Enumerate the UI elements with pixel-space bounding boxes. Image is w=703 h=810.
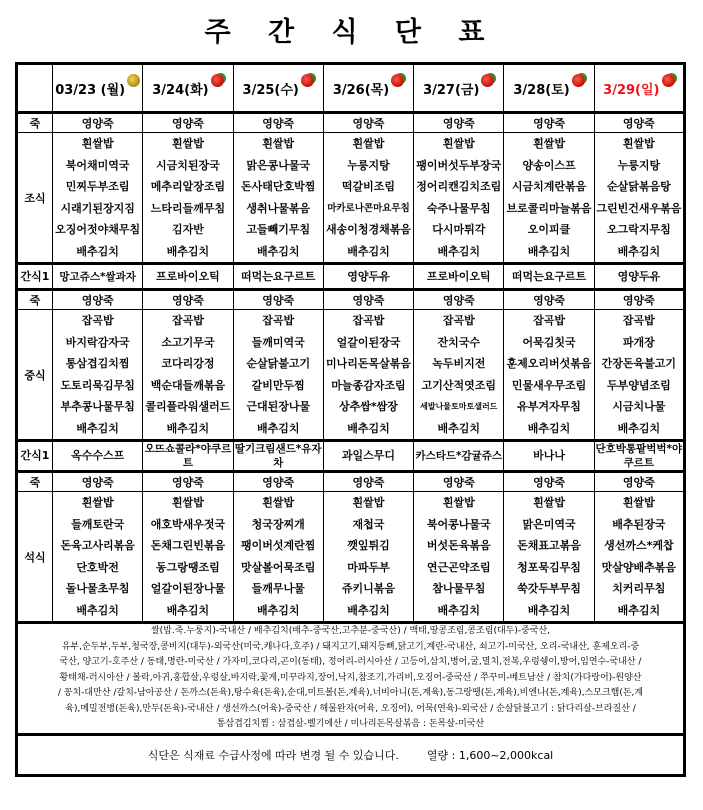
menu-item: 연근곤약조림 bbox=[426, 560, 491, 574]
menu-item: 흰쌀밥 bbox=[262, 137, 295, 150]
menu-item: 배추김치 bbox=[347, 421, 390, 435]
menu-item: 배추김치 bbox=[437, 603, 481, 617]
menu-item: 흰쌀밥 bbox=[622, 137, 655, 150]
meal-cell bbox=[323, 133, 413, 264]
menu-item: 생취나물볶음 bbox=[246, 201, 311, 215]
row-label: 죽 bbox=[17, 113, 53, 133]
menu-item: 깻잎튀김 bbox=[347, 539, 390, 552]
origin-row bbox=[17, 623, 685, 735]
menu-item: 흰쌀밥 bbox=[352, 137, 385, 150]
row-label: 죽 bbox=[17, 290, 53, 310]
menu-item: 배추김치 bbox=[256, 603, 300, 617]
menu-item: 시금치계란볶음 bbox=[511, 180, 587, 193]
porridge-cell: 영양죽 bbox=[143, 290, 233, 310]
menu-item: 시금치나물 bbox=[612, 400, 666, 413]
menu-item: 배추김치 bbox=[76, 421, 119, 435]
snack-row bbox=[17, 264, 685, 290]
meal-cell bbox=[594, 492, 684, 623]
menu-item: 녹두비지전 bbox=[432, 357, 486, 370]
menu-item: 배추김치 bbox=[617, 244, 661, 258]
menu-item: 돌나물초무침 bbox=[65, 582, 130, 595]
row-label: 조식 bbox=[17, 133, 53, 264]
origin-info bbox=[17, 623, 685, 735]
menu-item: 얼갈이된장국 bbox=[336, 335, 401, 349]
snack-cell: 단호박통팥벅벅*야쿠르트 bbox=[594, 441, 684, 472]
notice-text: 식단은 식재료 수급사정에 따라 변경 될 수 있습니다. bbox=[147, 748, 399, 762]
menu-item: 훈제오리버섯볶음 bbox=[506, 357, 592, 370]
menu-item: 배추김치 bbox=[527, 421, 571, 435]
meal-cell bbox=[504, 310, 594, 441]
snack-cell: 프로바이오틱 bbox=[414, 264, 504, 290]
porridge-cell: 영양죽 bbox=[594, 290, 684, 310]
snack-cell: 옥수수스프 bbox=[53, 441, 143, 472]
porridge-cell: 영양죽 bbox=[414, 113, 504, 133]
menu-item: 버섯돈육볶음 bbox=[426, 539, 491, 552]
snack-cell: 떠먹는요구르트 bbox=[504, 264, 594, 290]
menu-item: 상추쌈*쌈장 bbox=[339, 400, 398, 413]
footer-note bbox=[17, 734, 685, 775]
menu-item: 미나리돈목살볶음 bbox=[325, 357, 411, 370]
snack-cell: 오뜨쇼콜라*야쿠르트 bbox=[143, 441, 233, 472]
meal-cell bbox=[504, 133, 594, 264]
day-header bbox=[323, 64, 413, 113]
meal-cell bbox=[414, 492, 504, 623]
porridge-cell: 영양죽 bbox=[504, 290, 594, 310]
menu-item: 코다리강정 bbox=[161, 357, 215, 370]
origin-line: / 꽁치-대만산 /갈치-남아공산 / 돈까스(돈육),탕수육(돈육),순대,미트볼(돈,계육),너비아니(돈,계육),동그랑땡(돈,계육),비엔나(돈,계육),스모크햄(돈,계 bbox=[57, 688, 644, 698]
fruit-icon bbox=[391, 74, 404, 87]
menu-item: 소고기무국 bbox=[161, 335, 215, 349]
origin-line: 쌀(밥.죽.누룽지)-국내산 / 배추김치(배추-중국산,고추분-중국산) / 백태,땅콩조림,콩조림(대두)-중국산, bbox=[150, 626, 551, 636]
fruit-icon bbox=[662, 74, 675, 87]
menu-item: 시금치된장국 bbox=[156, 158, 220, 172]
menu-item: 치커리무침 bbox=[612, 582, 666, 595]
menu-item: 팽이버섯두부장국 bbox=[416, 158, 502, 172]
menu-item: 북어콩나물국 bbox=[426, 517, 491, 531]
menu-item: 참나물무침 bbox=[432, 582, 486, 595]
row-label: 석식 bbox=[17, 492, 53, 623]
row-label: 죽 bbox=[17, 472, 53, 492]
menu-item: 동그랑땡조림 bbox=[156, 560, 220, 574]
porridge-cell: 영양죽 bbox=[323, 290, 413, 310]
menu-item: 숙주나물무침 bbox=[426, 201, 491, 215]
meal-cell bbox=[594, 133, 684, 264]
menu-item: 오그락지무침 bbox=[606, 223, 671, 236]
meal-cell bbox=[504, 492, 594, 623]
menu-item: 단호박전 bbox=[76, 560, 119, 574]
day-date: 3/29(일) bbox=[603, 82, 660, 98]
snack-cell: 영양두유 bbox=[323, 264, 413, 290]
menu-item: 오이피클 bbox=[527, 223, 571, 236]
menu-item: 백순대들깨볶음 bbox=[150, 378, 226, 392]
snack-cell: 망고쥬스*쌀과자 bbox=[53, 264, 143, 290]
menu-item: 배추김치 bbox=[256, 421, 300, 435]
menu-item: 콜리플라워샐러드 bbox=[145, 400, 231, 413]
menu-item: 마카로나콘마요무침 bbox=[327, 202, 410, 214]
menu-item: 김자반 bbox=[171, 223, 204, 236]
snack-cell: 과일스무디 bbox=[323, 441, 413, 472]
menu-item: 흰쌀밥 bbox=[442, 496, 475, 509]
cherry-icon bbox=[211, 74, 224, 87]
menu-item: 갈비만두찜 bbox=[251, 378, 305, 392]
porridge-cell: 영양죽 bbox=[143, 472, 233, 492]
page-title: 주 간 식 단 표 bbox=[204, 17, 499, 48]
menu-item: 애호박새우젓국 bbox=[150, 517, 226, 531]
menu-item: 민찌두부조림 bbox=[65, 180, 130, 193]
menu-item: 근대된장나물 bbox=[246, 400, 311, 413]
juk-row bbox=[17, 113, 685, 133]
menu-item: 잡곡밥 bbox=[171, 314, 204, 327]
porridge-cell: 영양죽 bbox=[233, 290, 323, 310]
menu-item: 떡갈비조림 bbox=[341, 180, 396, 193]
menu-item: 돈채그린빈볶음 bbox=[150, 539, 226, 552]
menu-item: 배추김치 bbox=[347, 244, 390, 258]
menu-item: 맛살볼어묵조림 bbox=[241, 560, 316, 574]
menu-item: 흰쌀밥 bbox=[533, 137, 565, 150]
porridge-cell: 영양죽 bbox=[53, 290, 143, 310]
porridge-cell: 영양죽 bbox=[414, 472, 504, 492]
porridge-cell: 영양죽 bbox=[504, 113, 594, 133]
menu-item: 흰쌀밥 bbox=[442, 137, 475, 150]
menu-item: 새송이청경채볶음 bbox=[325, 223, 411, 236]
banana-icon bbox=[127, 74, 140, 87]
menu-item: 돈채표고볶음 bbox=[517, 539, 581, 552]
meal-cell bbox=[143, 492, 233, 623]
porridge-cell: 영양죽 bbox=[233, 472, 323, 492]
menu-item: 도토리묵김무침 bbox=[60, 378, 135, 392]
meal-cell bbox=[233, 492, 323, 623]
porridge-cell: 영양죽 bbox=[53, 113, 143, 133]
day-date: 3/26(목) bbox=[332, 82, 390, 98]
menu-item: 돈사태단호박찜 bbox=[241, 180, 316, 193]
menu-item: 흰쌀밥 bbox=[171, 137, 204, 150]
menu-item: 부추콩나물무침 bbox=[60, 400, 135, 413]
menu-item: 잔치국수 bbox=[437, 335, 481, 349]
menu-item: 흰쌀밥 bbox=[533, 496, 565, 509]
fruit-icon bbox=[301, 74, 314, 87]
menu-item: 북어채미역국 bbox=[65, 158, 130, 172]
menu-item: 마늘종감자조림 bbox=[331, 378, 406, 392]
porridge-cell: 영양죽 bbox=[53, 472, 143, 492]
menu-item: 고기산적엿조림 bbox=[421, 378, 496, 392]
meal-row bbox=[17, 133, 685, 264]
day-date: 3/25(수) bbox=[242, 82, 299, 98]
menu-item: 쥬키니볶음 bbox=[341, 582, 396, 595]
menu-item: 배추김치 bbox=[527, 244, 571, 258]
menu-item: 배추김치 bbox=[527, 603, 571, 617]
snack-cell: 떠먹는요구르트 bbox=[233, 264, 323, 290]
origin-line: 육),메밀전병(돈육),만두(돈육)-국내산 / 생선까스(어육)-중국산 / 해물완자(어육, 오징어), 어묵(연육)-외국산 / 순살닭불고기 : 닭다리살-브라질산 / bbox=[65, 703, 636, 714]
menu-item: 흰쌀밥 bbox=[352, 496, 385, 509]
menu-item: 마파두부 bbox=[347, 560, 390, 574]
menu-item: 배추김치 bbox=[347, 603, 390, 617]
menu-item: 파개장 bbox=[622, 335, 655, 349]
menu-item: 배추김치 bbox=[76, 244, 119, 258]
menu-item: 배추김치 bbox=[256, 244, 300, 258]
porridge-cell: 영양죽 bbox=[504, 472, 594, 492]
porridge-cell: 영양죽 bbox=[233, 113, 323, 133]
menu-item: 순살닭볶음탕 bbox=[606, 180, 671, 193]
menu-item: 맑은미역국 bbox=[522, 517, 576, 531]
menu-item: 배추된장국 bbox=[612, 517, 666, 531]
meal-cell bbox=[53, 310, 143, 441]
menu-item: 흰쌀밥 bbox=[622, 496, 655, 509]
meal-cell bbox=[414, 310, 504, 441]
snack-cell: 딸기크림샌드*유자차 bbox=[233, 441, 323, 472]
day-header bbox=[233, 64, 323, 113]
menu-item: 잡곡밥 bbox=[533, 314, 565, 327]
menu-item: 배추김치 bbox=[437, 421, 481, 435]
menu-item: 배추김치 bbox=[617, 603, 661, 617]
menu-item: 유부겨자무침 bbox=[517, 400, 581, 413]
menu-item: 맑은콩나물국 bbox=[246, 158, 311, 172]
menu-item: 들깨토란국 bbox=[71, 517, 125, 531]
menu-item: 배추김치 bbox=[166, 244, 210, 258]
porridge-cell: 영양죽 bbox=[414, 290, 504, 310]
menu-item: 그린빈건새우볶음 bbox=[596, 201, 682, 215]
day-header bbox=[594, 64, 684, 113]
menu-item: 배추김치 bbox=[166, 603, 210, 617]
menu-item: 얼갈이된장나물 bbox=[150, 582, 226, 595]
meal-cell bbox=[594, 310, 684, 441]
menu-item: 어묵김칫국 bbox=[522, 335, 576, 349]
meal-cell bbox=[414, 133, 504, 264]
menu-item: 두부양념조림 bbox=[606, 378, 671, 392]
menu-item: 청포묵김무침 bbox=[517, 560, 581, 574]
meal-cell bbox=[233, 310, 323, 441]
menu-item: 브로콜리마늘볶음 bbox=[506, 201, 592, 215]
menu-item: 시래기된장지짐 bbox=[60, 201, 135, 215]
porridge-cell: 영양죽 bbox=[323, 113, 413, 133]
day-header bbox=[504, 64, 594, 113]
menu-item: 흰쌀밥 bbox=[171, 496, 204, 509]
menu-item: 잡곡밥 bbox=[352, 314, 385, 327]
menu-item: 배추김치 bbox=[76, 603, 119, 617]
day-header bbox=[53, 64, 143, 113]
corner-cell bbox=[17, 64, 53, 113]
porridge-cell: 영양죽 bbox=[594, 113, 684, 133]
juk-row bbox=[17, 472, 685, 492]
menu-item: 생선까스*케찹 bbox=[604, 539, 674, 552]
menu-item: 팽이버섯계란찜 bbox=[241, 539, 316, 552]
menu-item: 오징어젓야채무침 bbox=[55, 223, 141, 236]
menu-item: 흰쌀밥 bbox=[81, 137, 114, 150]
porridge-cell: 영양죽 bbox=[143, 113, 233, 133]
footer-row bbox=[17, 734, 685, 775]
menu-item: 흰쌀밥 bbox=[262, 496, 295, 509]
day-date: 3/27(금) bbox=[423, 82, 480, 98]
menu-item: 간장돈육불고기 bbox=[601, 357, 677, 370]
menu-item: 재첩국 bbox=[352, 517, 385, 531]
menu-item: 쑥갓두부무침 bbox=[517, 582, 581, 595]
juk-row bbox=[17, 290, 685, 310]
menu-item: 잡곡밥 bbox=[262, 314, 295, 327]
menu-item: 바지락감자국 bbox=[65, 335, 130, 349]
menu-item: 잡곡밥 bbox=[81, 314, 114, 327]
snack-row bbox=[17, 441, 685, 472]
menu-item: 맛살양배추볶음 bbox=[601, 560, 677, 574]
calories-text: 열량 : 1,600~2,000kcal bbox=[426, 748, 554, 762]
meal-cell bbox=[323, 492, 413, 623]
row-label: 중식 bbox=[17, 310, 53, 441]
porridge-cell: 영양죽 bbox=[594, 472, 684, 492]
header-row bbox=[17, 64, 685, 113]
menu-item: 잡곡밥 bbox=[622, 314, 655, 327]
day-header bbox=[143, 64, 233, 113]
origin-line: 유부,순두부,두부,청국장,콩비지(대두)-외국산(미국,캐나다,호주) / 돼지고기,돼지등뼈,닭고기,계란-국내산, 쇠고기-미국산, 오리-국내산, 훈제오리-중 bbox=[61, 641, 640, 652]
menu-item: 느타리들깨무침 bbox=[150, 201, 226, 215]
menu-item: 배추김치 bbox=[617, 421, 661, 435]
menu-item: 통삼겹김치찜 bbox=[65, 357, 130, 370]
snack-cell: 바나나 bbox=[504, 441, 594, 472]
meal-cell bbox=[323, 310, 413, 441]
menu-item: 배추김치 bbox=[437, 244, 481, 258]
snack-cell: 카스타드*감귤쥬스 bbox=[414, 441, 504, 472]
day-date: 3/24(화) bbox=[152, 82, 209, 98]
day-header bbox=[414, 64, 504, 113]
menu-item: 다시마튀각 bbox=[432, 223, 486, 236]
meal-cell bbox=[53, 133, 143, 264]
meal-cell bbox=[53, 492, 143, 623]
snack-cell: 영양두유 bbox=[594, 264, 684, 290]
weekly-menu-table bbox=[15, 62, 686, 777]
origin-line: 황태채-러시아산 / 볼락,아귀,홍합살,우렁살,바지락,꽃게,미꾸라지,장어,낙지,참조기,가리비,오징어-중국산 / 쭈꾸미-베트남산 / 참치(가다랑어)-원양산 bbox=[59, 672, 642, 683]
menu-item: 정어리캔김치조림 bbox=[416, 180, 502, 193]
meal-row bbox=[17, 492, 685, 623]
day-date: 3/28(토) bbox=[513, 82, 570, 98]
menu-item: 고들빼기무침 bbox=[246, 223, 311, 236]
fruit-icon bbox=[481, 74, 494, 87]
day-date: 03/23 (월) bbox=[55, 82, 126, 98]
menu-item: 청국장찌개 bbox=[251, 517, 305, 531]
origin-line: 통삼겹김치찜 : 삼겹살-벨기에산 / 미나리돈목살볶음 : 돈목살-미국산 bbox=[216, 719, 485, 729]
menu-item: 배추김치 bbox=[166, 421, 210, 435]
menu-item: 양송이스프 bbox=[522, 158, 576, 172]
menu-item: 잡곡밥 bbox=[442, 314, 475, 327]
menu-item: 순살닭불고기 bbox=[246, 357, 311, 370]
row-label: 간식1 bbox=[17, 441, 53, 472]
origin-line: 국산, 양고기-호주산 / 동태,명란-미국산 / 가자미,코다리,곤이(동태), 정어리-러시아산 / 고등어,삼치,병어,굴,멸치,전복,우렁쉥이,방어,임연수-국내산 / bbox=[59, 657, 642, 667]
menu-item: 돈육고사리볶음 bbox=[60, 539, 135, 552]
menu-item: 흰쌀밥 bbox=[81, 496, 114, 509]
menu-item: 들깨무나물 bbox=[251, 582, 305, 595]
menu-item: 민물새우무조림 bbox=[511, 378, 587, 392]
menu-item: 누룽지탕 bbox=[347, 158, 390, 172]
menu-item: 누룽지탕 bbox=[617, 158, 661, 172]
menu-item: 메추리알장조림 bbox=[150, 180, 226, 193]
meal-cell bbox=[143, 133, 233, 264]
menu-item: 들깨미역국 bbox=[251, 335, 305, 349]
porridge-cell: 영양죽 bbox=[323, 472, 413, 492]
meal-cell bbox=[233, 133, 323, 264]
fruit-icon bbox=[572, 74, 585, 87]
row-label: 간식1 bbox=[17, 264, 53, 290]
meal-row bbox=[17, 310, 685, 441]
meal-cell bbox=[143, 310, 233, 441]
snack-cell: 프로바이오틱 bbox=[143, 264, 233, 290]
menu-item: 세발나물토마토샐러드 bbox=[420, 402, 498, 411]
